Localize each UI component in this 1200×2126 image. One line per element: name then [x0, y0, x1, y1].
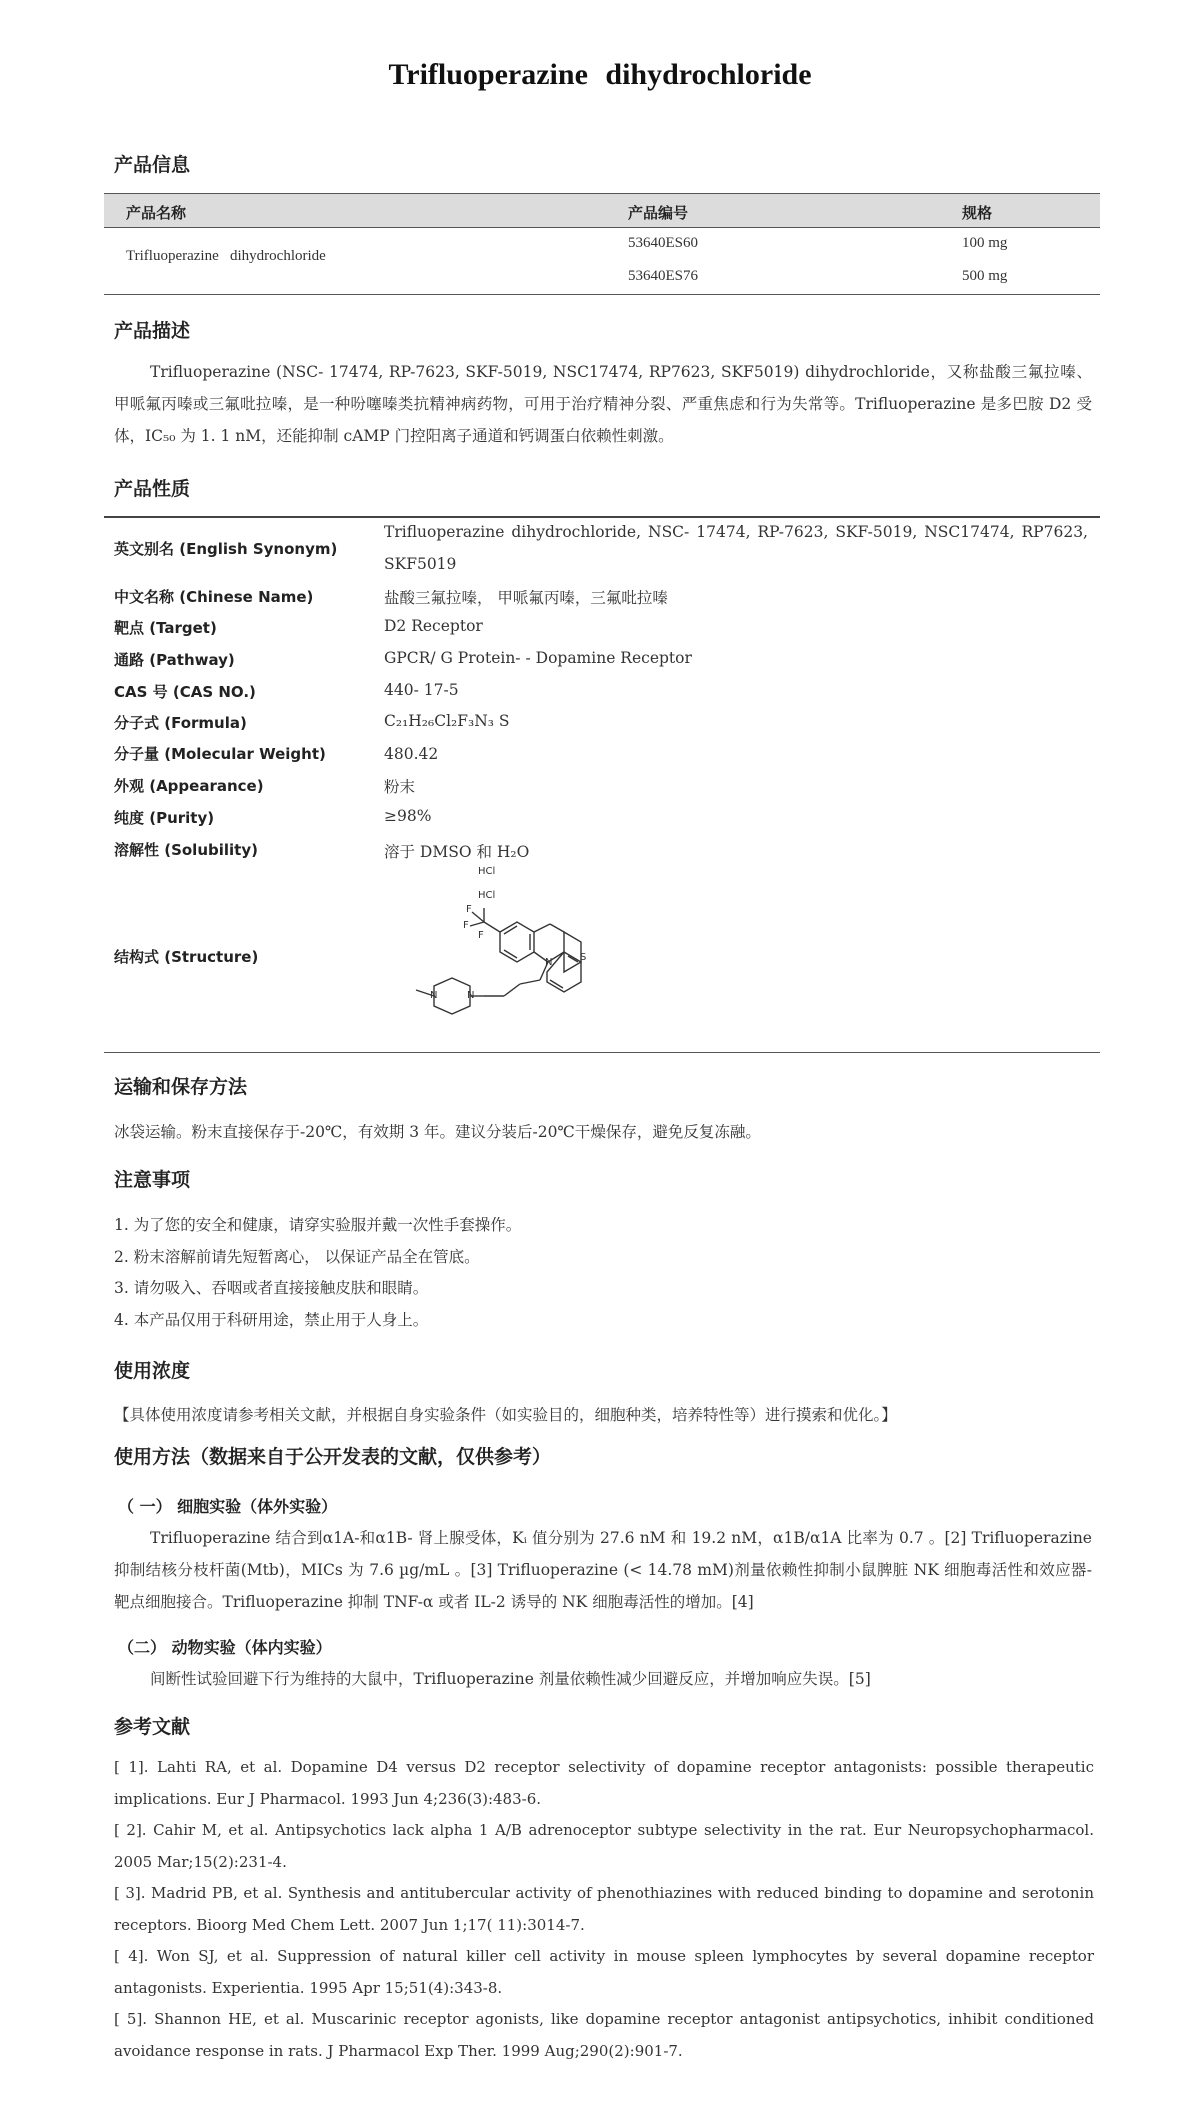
reference-item: [ 3]. Madrid PB, et al. Synthesis and antitubercular activity of phenothiazines with reduced binding to dopamine and serotonin receptors. Bioorg Med Chem Lett. 2007 Jun 1;17( 11):3014-7.: [114, 1884, 1094, 1934]
property-label: 分子式 (Formula): [114, 714, 247, 732]
property-label: 纯度 (Purity): [114, 809, 215, 827]
section-concentration: 使用浓度: [114, 1360, 191, 1382]
section-references: 参考文献: [114, 1716, 191, 1738]
note-item: 1. 为了您的安全和健康，请穿实验服并戴一次性手套操作。: [114, 1216, 522, 1234]
invivo-text: 间断性试验回避下行为维持的大鼠中，Trifluoperazine 剂量依赖性减少回避反应，并增加响应失误。[5]: [150, 1670, 871, 1688]
property-label: 外观 (Appearance): [114, 777, 264, 795]
chemical-structure-diagram: [400, 900, 600, 1040]
property-value: Trifluoperazine dihydrochloride, NSC- 17474, RP-7623, SKF-5019, NSC17474, RP7623, SKF5019: [384, 523, 1088, 573]
property-label: 溶解性 (Solubility): [114, 841, 258, 859]
atom-label: F: [463, 920, 469, 931]
atom-label: N: [467, 990, 475, 1001]
concentration-text: 【具体使用浓度请参考相关文献，并根据自身实验条件（如实验目的，细胞种类，培养特性等）进行摸索和优化。】: [114, 1406, 897, 1424]
invitro-title: （ 一） 细胞实验（体外实验）: [118, 1497, 338, 1516]
property-label: 英文别名 (English Synonym): [114, 540, 338, 558]
section-description: 产品描述: [114, 320, 191, 342]
section-product-info: 产品信息: [114, 154, 191, 176]
product-name-cell: Trifluoperazine dihydrochloride: [126, 248, 326, 264]
product-table-header: [104, 193, 1100, 228]
section-storage: 运输和保存方法: [114, 1076, 248, 1098]
note-item: 2. 粉末溶解前请先短暂离心， 以保证产品全在管底。: [114, 1248, 480, 1266]
page-title: Trifluoperazine dihydrochloride: [388, 58, 812, 91]
header-product-name: 产品名称: [126, 204, 187, 222]
property-label: 通路 (Pathway): [114, 651, 235, 669]
reference-item: [ 2]. Cahir M, et al. Antipsychotics lack alpha 1 A/B adrenoceptor subtype selectivity in the rat. Eur Neuropsychopharmacol. 2005 Mar;15(2):231-4.: [114, 1821, 1094, 1871]
property-value: 溶于 DMSO 和 H₂O: [384, 843, 530, 861]
product-spec-cell: 100 mg: [962, 235, 1008, 251]
note-item: 3. 请勿吸入、吞咽或者直接接触皮肤和眼睛。: [114, 1279, 429, 1297]
table-bottom-rule: [104, 294, 1100, 295]
property-label: 靶点 (Target): [114, 619, 217, 637]
atom-label: F: [478, 930, 484, 941]
description-text: Trifluoperazine (NSC- 17474, RP-7623, SKF-5019, NSC17474, RP7623, SKF5019) dihydrochloride，又称盐酸三氟拉嗪、 甲哌氟丙嗪或三氟吡拉嗪，是一种吩噻嗪类抗精神病药物，可用于治疗精神分裂、严重焦虑和行为失常等。Trifluoperazine 是多巴胺 D2 受体，IC₅₀ 为 1. 1 nM，还能抑制 cAMP 门控阳离子通道和钙调蛋白依赖性刺激。: [114, 363, 1092, 445]
reference-item: [ 4]. Won SJ, et al. Suppression of natural killer cell activity in mouse spleen lymphocytes by several dopamine receptor antagonists. Experientia. 1995 Apr 15;51(4):343-8.: [114, 1947, 1094, 1997]
section-notes: 注意事项: [114, 1169, 191, 1191]
hcl-label: HCl: [478, 890, 496, 901]
property-value: C₂₁H₂₆Cl₂F₃N₃ S: [384, 712, 510, 730]
atom-label: N: [430, 990, 438, 1001]
property-value: 480.42: [384, 745, 439, 763]
property-value: D2 Receptor: [384, 617, 483, 635]
product-spec-cell: 500 mg: [962, 268, 1008, 284]
product-code-cell: 53640ES76: [628, 268, 699, 284]
header-product-code: 产品编号: [628, 204, 689, 222]
note-item: 4. 本产品仅用于科研用途，禁止用于人身上。: [114, 1311, 429, 1329]
invitro-text: Trifluoperazine 结合到α1A-和α1B- 肾上腺受体，Kᵢ 值分别为 27.6 nM 和 19.2 nM，α1B/α1A 比率为 0.7 。[2] Trifluoperazine 抑制结核分枝杆菌(Mtb)，MICs 为 7.6 µg/mL 。[3] Trifluoperazine (< 14.78 mM)剂量依赖性抑制小鼠脾脏 NK 细胞毒活性和效应器-靶点细胞接合。Trifluoperazine 抑制 TNF-α 或者 IL-2 诱导的 NK 细胞毒活性的增加。[4]: [114, 1529, 1092, 1611]
property-value: ≥98%: [384, 807, 432, 825]
reference-item: [ 1]. Lahti RA, et al. Dopamine D4 versus D2 receptor selectivity of dopamine receptor antagonists: possible therapeutic implications. Eur J Pharmacol. 1993 Jun 4;236(3):483-6.: [114, 1758, 1094, 1808]
atom-label: N: [545, 957, 553, 968]
property-label: 分子量 (Molecular Weight): [114, 745, 326, 763]
section-properties: 产品性质: [114, 478, 191, 500]
atom-label: F: [466, 904, 472, 915]
hcl-label: HCl: [478, 866, 496, 877]
header-spec: 规格: [962, 204, 993, 222]
reference-item: [ 5]. Shannon HE, et al. Muscarinic receptor agonists, like dopamine receptor antagonist antipsychotics, inhibit conditioned avoidance response in rats. J Pharmacol Exp Ther. 1999 Aug;290(2):901-7.: [114, 2010, 1094, 2060]
atom-label: S: [580, 952, 587, 963]
section-usage: 使用方法（数据来自于公开发表的文献，仅供参考）: [114, 1446, 552, 1468]
property-value: 440- 17-5: [384, 681, 459, 699]
product-code-cell: 53640ES60: [628, 235, 699, 251]
storage-text: 冰袋运输。粉末直接保存于-20℃，有效期 3 年。建议分装后-20℃干燥保存，避免反复冻融。: [114, 1123, 761, 1141]
property-value: 盐酸三氟拉嗪， 甲哌氟丙嗪，三氟吡拉嗪: [384, 589, 668, 607]
invivo-title: （二） 动物实验（体内实验）: [118, 1638, 332, 1657]
property-label: 结构式 (Structure): [114, 948, 259, 966]
property-label: 中文名称 (Chinese Name): [114, 588, 314, 606]
property-value: 粉末: [384, 778, 416, 796]
property-value: GPCR/ G Protein- - Dopamine Receptor: [384, 649, 692, 667]
properties-bottom-rule: [104, 1052, 1100, 1053]
property-label: CAS 号 (CAS NO.): [114, 683, 256, 701]
